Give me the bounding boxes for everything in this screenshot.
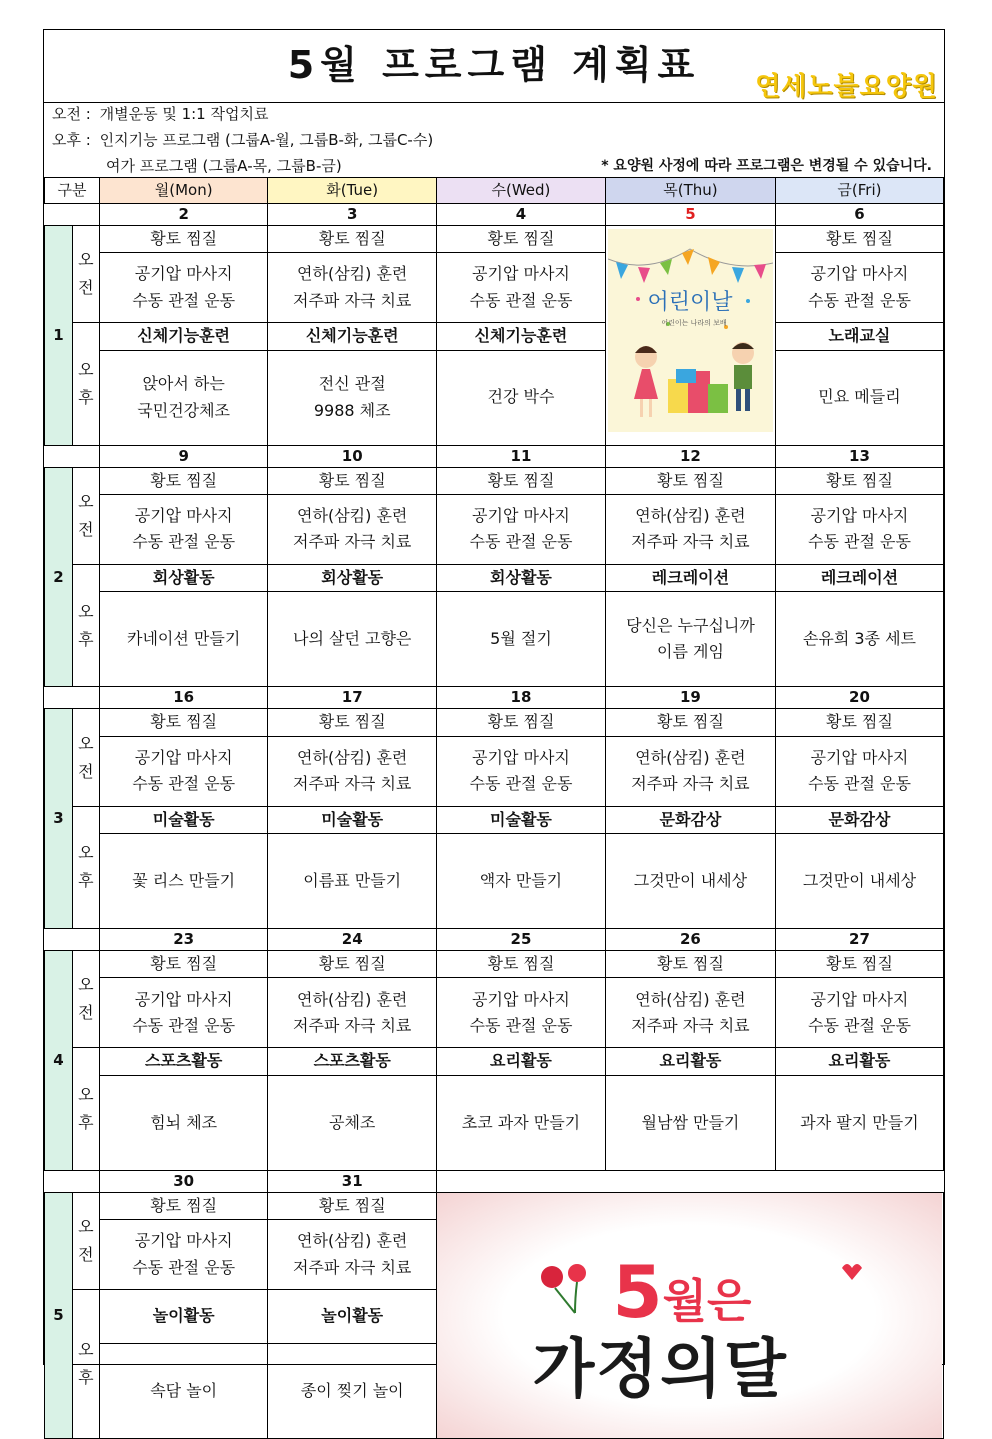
pm-category-cell: 레크레이션 <box>775 564 943 591</box>
carnation-icon <box>541 1264 586 1313</box>
childrens-day-illustration <box>608 229 773 432</box>
pm-category-cell: 미술활동 <box>436 806 605 833</box>
pm-activity-cell: 전신 관절 9988 체조 <box>268 350 437 445</box>
pm-activity-cell: 그것만이 내세상 <box>605 834 775 929</box>
info-am <box>52 103 268 124</box>
am-activity-cell: 공기압 마사지 수동 관절 운동 <box>99 1220 268 1290</box>
am-activity-cell: 연하(삼킴) 훈련 저주파 자극 치료 <box>268 1220 437 1290</box>
pm-category-cell: 요리활동 <box>605 1048 775 1075</box>
date-row-gutter <box>45 203 100 225</box>
period-pm: 오 후 <box>72 564 99 686</box>
date-row <box>45 929 944 951</box>
pm-category-row <box>45 323 944 350</box>
pm-category-cell: 회상활동 <box>268 564 437 591</box>
week-label: 2 <box>45 467 73 687</box>
pm-activity-cell: 꽃 리스 만들기 <box>99 834 268 929</box>
schedule-table <box>44 177 944 1439</box>
pm-category-cell: 문화감상 <box>775 806 943 833</box>
pm-activity-cell: 과자 팔지 만들기 <box>775 1075 943 1170</box>
date-row-gutter <box>45 929 100 951</box>
pm-category-cell: 신체기능훈련 <box>99 323 268 350</box>
am-activity-row <box>45 494 944 564</box>
pm-category-cell: 레크레이션 <box>605 564 775 591</box>
am-category-row <box>45 225 944 252</box>
date-cell: 17 <box>268 687 437 709</box>
banner-month-number: 5 <box>612 1249 663 1334</box>
info-am-text: 개별운동 및 1:1 작업치료 <box>99 105 269 123</box>
period-am: 오 전 <box>72 709 99 806</box>
period-am: 오 전 <box>72 951 99 1048</box>
am-activity-cell: 공기압 마사지 수동 관절 운동 <box>99 736 268 806</box>
date-cell: 4 <box>436 203 605 225</box>
document-frame <box>43 29 945 1407</box>
am-category-cell: 황토 찜질 <box>99 1192 268 1219</box>
period-pm: 오 후 <box>72 1290 99 1439</box>
am-activity-cell: 공기압 마사지 수동 관절 운동 <box>775 494 943 564</box>
heart-icon <box>842 1264 862 1280</box>
childrens-day-title: 어린이날 <box>647 290 733 316</box>
am-category-row <box>45 467 944 494</box>
week-label: 1 <box>45 225 73 445</box>
date-cell: 13 <box>775 445 943 467</box>
date-row <box>45 1170 944 1192</box>
pm-category-cell: 스포츠활동 <box>99 1048 268 1075</box>
date-cell: 19 <box>605 687 775 709</box>
am-category-cell: 황토 찜질 <box>775 709 943 736</box>
am-category-cell: 황토 찜질 <box>268 1192 437 1219</box>
am-activity-cell: 공기압 마사지 수동 관절 운동 <box>775 253 943 323</box>
date-cell: 18 <box>436 687 605 709</box>
am-activity-cell: 공기압 마사지 수동 관절 운동 <box>436 978 605 1048</box>
date-cell: 26 <box>605 929 775 951</box>
header-gubun: 구분 <box>45 178 100 204</box>
banner-cell <box>436 1192 943 1438</box>
am-activity-cell: 공기압 마사지 수동 관절 운동 <box>436 253 605 323</box>
date-row <box>45 203 944 225</box>
am-activity-cell: 연하(삼킴) 훈련 저주파 자극 치료 <box>268 736 437 806</box>
info-pm <box>52 129 433 150</box>
date-cell: 5 <box>605 203 775 225</box>
pm-activity-cell: 당신은 누구십니까 이름 게임 <box>605 592 775 687</box>
pm-category-row <box>45 564 944 591</box>
pm-category-cell: 요리활동 <box>436 1048 605 1075</box>
am-category-cell: 황토 찜질 <box>436 467 605 494</box>
pm-activity-cell: 공체조 <box>268 1075 437 1170</box>
am-category-row <box>45 709 944 736</box>
am-category-cell: 황토 찜질 <box>268 709 437 736</box>
am-category-cell: 황토 찜질 <box>436 709 605 736</box>
date-cell: 16 <box>99 687 268 709</box>
info-pm-leisure <box>106 155 342 176</box>
am-category-cell: 황토 찜질 <box>775 951 943 978</box>
am-activity-row <box>45 978 944 1048</box>
pm-activity-cell: 손유희 3종 세트 <box>775 592 943 687</box>
period-am: 오 전 <box>72 1192 99 1289</box>
pm-activity-cell: 카네이션 만들기 <box>99 592 268 687</box>
pm-category-cell: 놀이활동 <box>99 1290 268 1344</box>
schedule-body <box>45 178 944 1439</box>
am-category-row <box>45 1192 944 1219</box>
am-activity-cell: 연하(삼킴) 훈련 저주파 자극 치료 <box>605 494 775 564</box>
am-category-cell: 황토 찜질 <box>99 467 268 494</box>
pm-activity-cell: 이름표 만들기 <box>268 834 437 929</box>
pm-category-cell: 노래교실 <box>775 323 943 350</box>
am-activity-cell: 연하(삼킴) 훈련 저주파 자극 치료 <box>605 736 775 806</box>
pm-activity-cell: 나의 살던 고향은 <box>268 592 437 687</box>
page-title: 5월 프로그램 계획표 <box>287 43 701 87</box>
am-category-cell: 황토 찜질 <box>268 467 437 494</box>
date-row <box>45 687 944 709</box>
pm-category-cell: 요리활동 <box>775 1048 943 1075</box>
am-activity-cell: 연하(삼킴) 훈련 저주파 자극 치료 <box>268 253 437 323</box>
am-activity-cell: 연하(삼킴) 훈련 저주파 자극 치료 <box>605 978 775 1048</box>
date-cell: 23 <box>99 929 268 951</box>
pm-activity-cell: 건강 박수 <box>436 350 605 445</box>
date-cell: 2 <box>99 203 268 225</box>
organization-name: 연세노블요양원 <box>755 72 938 102</box>
header-fri: 금(Fri) <box>775 178 943 204</box>
pm-activity-cell: 민요 메들리 <box>775 350 943 445</box>
am-activity-cell: 공기압 마사지 수동 관절 운동 <box>99 253 268 323</box>
date-cell: 31 <box>268 1170 437 1192</box>
am-category-cell: 황토 찜질 <box>268 951 437 978</box>
pm-activity-cell: 월남쌈 만들기 <box>605 1075 775 1170</box>
pm-category-cell: 신체기능훈련 <box>436 323 605 350</box>
notice-text: * 요양원 사정에 따라 프로그램은 변경될 수 있습니다. <box>601 158 932 174</box>
date-row-gutter <box>45 445 100 467</box>
date-row-gutter <box>45 687 100 709</box>
period-pm: 오 후 <box>72 806 99 928</box>
pm-category-cell: 신체기능훈련 <box>268 323 437 350</box>
pm-category-cell: 회상활동 <box>436 564 605 591</box>
pm-activity-cell: 속담 놀이 <box>99 1343 268 1438</box>
pm-activity-cell: 힘뇌 체조 <box>99 1075 268 1170</box>
week-label: 5 <box>45 1192 73 1438</box>
am-activity-cell: 공기압 마사지 수동 관절 운동 <box>775 736 943 806</box>
info-am-label: 오전 : <box>52 105 91 123</box>
am-activity-cell: 공기압 마사지 수동 관절 운동 <box>99 494 268 564</box>
am-category-cell: 황토 찜질 <box>436 225 605 252</box>
am-activity-cell: 공기압 마사지 수동 관절 운동 <box>436 494 605 564</box>
pm-activity-row <box>45 1075 944 1170</box>
pm-activity-cell: 초코 과자 만들기 <box>436 1075 605 1170</box>
pm-category-cell: 놀이활동 <box>268 1290 437 1344</box>
pm-activity-cell: 종이 찢기 놀이 <box>268 1343 437 1438</box>
pm-activity-row <box>45 592 944 687</box>
am-category-cell: 황토 찜질 <box>605 951 775 978</box>
childrens-day-cell <box>605 225 775 445</box>
am-activity-cell: 연하(삼킴) 훈련 저주파 자극 치료 <box>268 494 437 564</box>
week-label: 4 <box>45 951 73 1171</box>
date-cell: 10 <box>268 445 437 467</box>
pm-category-cell: 미술활동 <box>99 806 268 833</box>
header-wed: 수(Wed) <box>436 178 605 204</box>
pm-activity-cell: 5월 절기 <box>436 592 605 687</box>
am-category-row <box>45 951 944 978</box>
am-activity-cell: 연하(삼킴) 훈련 저주파 자극 치료 <box>268 978 437 1048</box>
pm-activity-cell: 그것만이 내세상 <box>775 834 943 929</box>
am-category-cell: 황토 찜질 <box>99 225 268 252</box>
pm-category-row <box>45 1048 944 1075</box>
am-category-cell: 황토 찜질 <box>605 709 775 736</box>
am-category-cell: 황토 찜질 <box>268 225 437 252</box>
pm-category-cell: 문화감상 <box>605 806 775 833</box>
am-activity-cell: 공기압 마사지 수동 관절 운동 <box>99 978 268 1048</box>
am-activity-row <box>45 253 944 323</box>
date-cell: 6 <box>775 203 943 225</box>
date-cell: 12 <box>605 445 775 467</box>
period-am: 오 전 <box>72 225 99 322</box>
date-row-gutter <box>45 1170 100 1192</box>
pm-category-cell: 회상활동 <box>99 564 268 591</box>
date-cell: 24 <box>268 929 437 951</box>
date-cell: 3 <box>268 203 437 225</box>
date-cell: 30 <box>99 1170 268 1192</box>
week-label: 3 <box>45 709 73 929</box>
banner-month-word: 월은 <box>662 1273 752 1328</box>
family-month-banner <box>437 1193 942 1438</box>
header-tue: 화(Tue) <box>268 178 437 204</box>
date-cell: 20 <box>775 687 943 709</box>
am-activity-cell: 공기압 마사지 수동 관절 운동 <box>436 736 605 806</box>
date-cell: 27 <box>775 929 943 951</box>
pm-activity-cell: 액자 만들기 <box>436 834 605 929</box>
date-cell: 9 <box>99 445 268 467</box>
pm-category-cell: 스포츠활동 <box>268 1048 437 1075</box>
banner-family-month: 가정의달 <box>532 1332 788 1407</box>
pm-activity-cell: 앉아서 하는 국민건강체조 <box>99 350 268 445</box>
info-pm-label: 오후 : <box>52 131 91 149</box>
am-category-cell: 황토 찜질 <box>436 951 605 978</box>
am-category-cell: 황토 찜질 <box>775 225 943 252</box>
pm-category-cell: 미술활동 <box>268 806 437 833</box>
title-row <box>44 30 944 103</box>
pm-activity-row <box>45 834 944 929</box>
period-am: 오 전 <box>72 467 99 564</box>
info-pm-text2: 여가 프로그램 (그룹A-목, 그룹B-금) <box>106 157 342 175</box>
header-row <box>45 178 944 204</box>
am-activity-row <box>45 736 944 806</box>
date-row <box>45 445 944 467</box>
date-cell: 25 <box>436 929 605 951</box>
date-cell: 11 <box>436 445 605 467</box>
am-category-cell: 황토 찜질 <box>605 467 775 494</box>
childrens-day-subtitle: 어린이는 나라의 보배 <box>661 319 727 328</box>
am-activity-cell: 공기압 마사지 수동 관절 운동 <box>775 978 943 1048</box>
am-category-cell: 황토 찜질 <box>99 709 268 736</box>
pm-category-row <box>45 806 944 833</box>
pm-activity-row <box>45 350 944 445</box>
info-pm-text1: 인지기능 프로그램 (그룹A-월, 그룹B-화, 그룹C-수) <box>99 131 434 149</box>
am-category-cell: 황토 찜질 <box>99 951 268 978</box>
period-pm: 오 후 <box>72 1048 99 1170</box>
header-thu: 목(Thu) <box>605 178 775 204</box>
am-category-cell: 황토 찜질 <box>775 467 943 494</box>
period-pm: 오 후 <box>72 323 99 445</box>
header-mon: 월(Mon) <box>99 178 268 204</box>
